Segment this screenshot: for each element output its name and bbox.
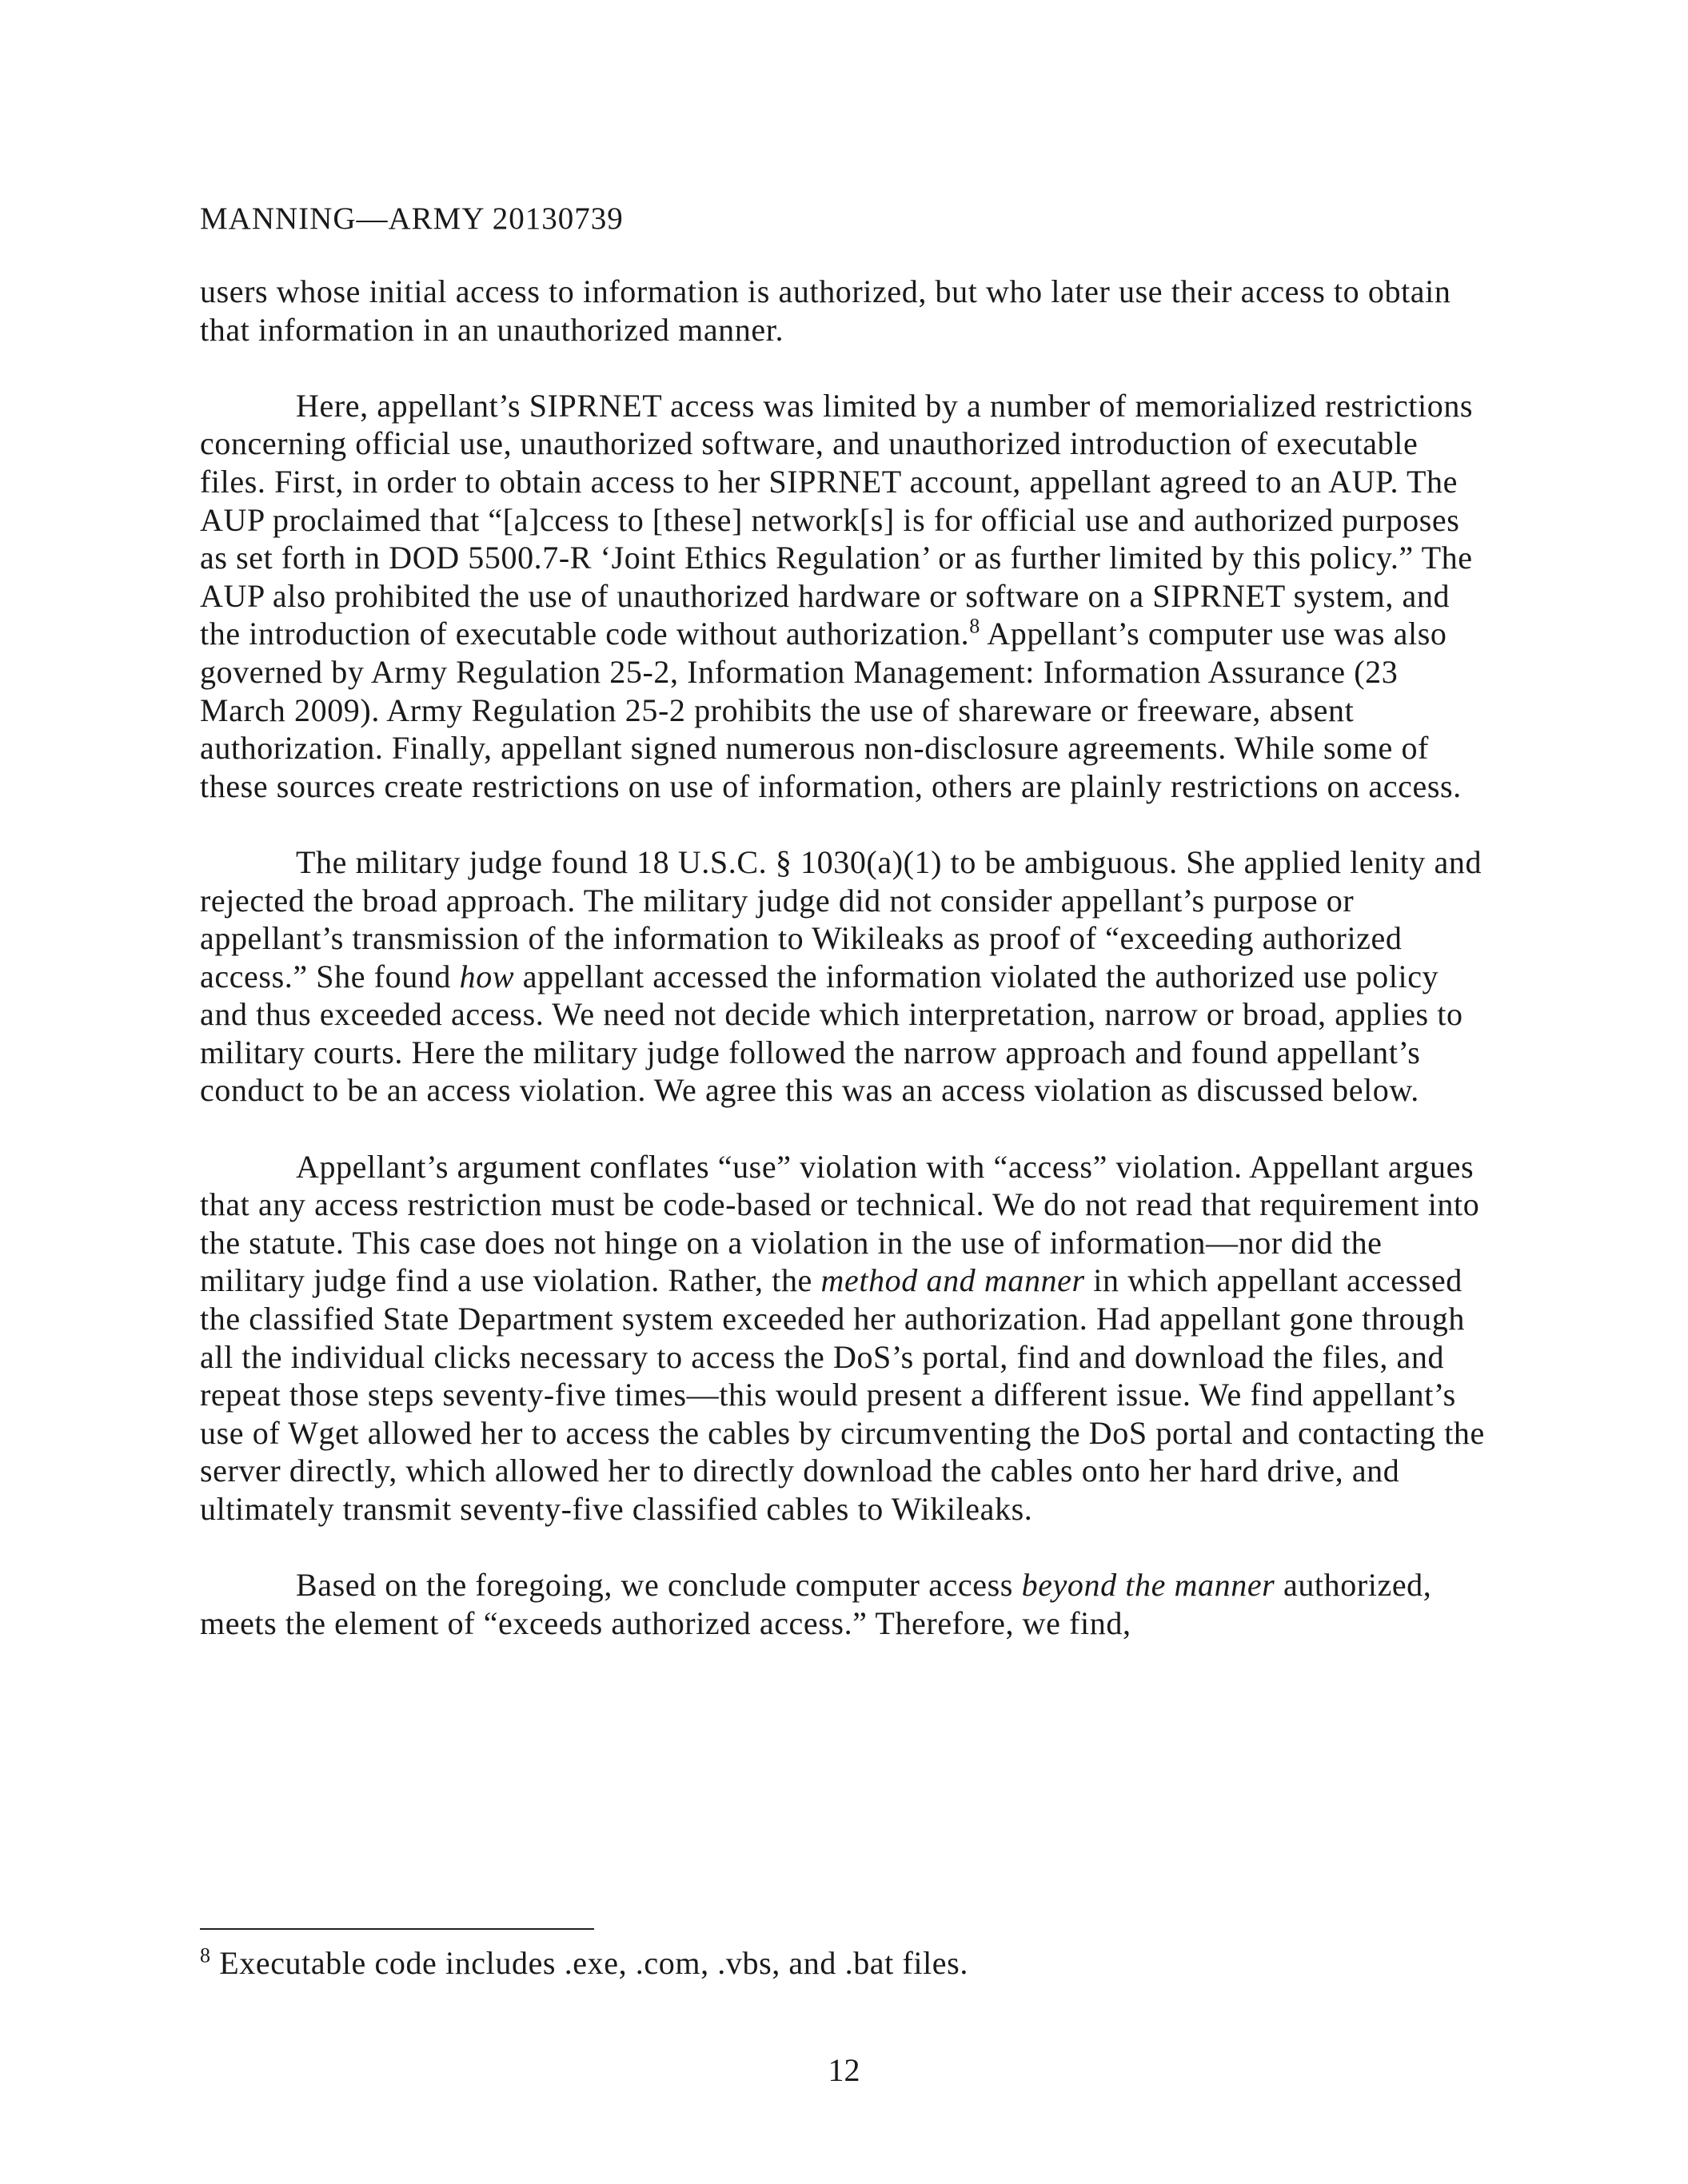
footnote-reference[interactable]: 8	[969, 615, 980, 639]
paragraph-siprnet-access	[200, 387, 1487, 806]
emphasis-text: beyond the manner	[1021, 1567, 1275, 1604]
running-header: MANNING—ARMY 20130739	[200, 201, 624, 236]
paragraph-text: Here, appellant’s SIPRNET access was limited by a number of memorialized restrictions concerning official use, unauthorized software, and unauthorized introduction of executable files. First, in order to obtain access to her SIPRNET account, appellant agreed to an AUP. The AUP proclaimed that “[a]ccess to [these] network[s] is for official use and authorized purposes as set forth in DOD 5500.7-R ‘Joint Ethics Regulation’ or as further limited by this policy.” The AUP also prohibited the use of unauthorized hardware or software on a SIPRNET system, and the introduction of executable code without authorization.	[200, 387, 1474, 652]
paragraph-appellant-argument	[200, 1148, 1487, 1528]
paragraph-text: appellant accessed the information violated the authorized use policy and thus exceeded access. We need not decide which interpretation, narrow or broad, applies to military courts. Here the military judge followed the narrow approach and found appellant’s conduct to be an access violation. We agree this was an access violation as discussed below.	[200, 958, 1463, 1109]
footnote-8	[200, 1944, 968, 1983]
opinion-body	[200, 273, 1487, 1642]
paragraph-continuation	[200, 273, 1487, 349]
paragraph-text: in which appellant accessed the classified State Department system exceeded her authorization. Had appellant gone through all the individual clicks necessary to access the DoS’s portal, find and download the files, and repeat those steps seventy-five times—this would present a different issue. We find appellant’s use of Wget allowed her to access the cables by circumventing the DoS portal and contacting the server directly, which allowed her to directly download the cables onto her hard drive, and ultimately transmit seventy-five classified cables to Wikileaks.	[200, 1262, 1485, 1527]
footnote-text: Executable code includes .exe, .com, .vbs, and .bat files.	[210, 1945, 968, 1981]
footnote-marker: 8	[200, 1943, 211, 1967]
paragraph-text: Based on the foregoing, we conclude computer access	[296, 1567, 1022, 1604]
paragraph-conclusion	[200, 1566, 1487, 1642]
paragraph-text: The military judge found 18 U.S.C. § 1030(a)(1) to be ambiguous. She applied lenity and rejected the broad approach. The military judge did not consider appellant’s purpose or appellant’s transmission of the information to Wikileaks as proof of “exceeding authorized access.” She found	[200, 843, 1482, 994]
paragraph-text: users whose initial access to information is authorized, but who later use their access to obtain that information in an unauthorized manner.	[200, 273, 1451, 348]
paragraph-text: Appellant’s computer use was also governed by Army Regulation 25-2, Information Management: Information Assurance (23 March 2009). Army Regulation 25-2 prohibits the use of shareware or freeware, absent authorization. Finally, appellant signed numerous non-disclosure agreements. While some of these sources create restrictions on use of information, others are plainly restrictions on access.	[200, 616, 1462, 804]
emphasis-text: method and manner	[820, 1262, 1085, 1299]
paragraph-text: Appellant’s argument conflates “use” violation with “access” violation. Appellant argues that any access restriction must be code-based or technical. We do not read that requirement into the statute. This case does not hinge on a violation in the use of information—nor did the military judge find a use violation. Rather, the	[200, 1148, 1480, 1299]
emphasis-text: how	[459, 958, 515, 994]
paragraph-military-judge	[200, 843, 1487, 1110]
footnote-divider	[200, 1928, 594, 1930]
page-number: 12	[828, 2052, 860, 2088]
paragraph-text: authorized, meets the element of “exceeds authorized access.” Therefore, we find,	[200, 1567, 1432, 1641]
